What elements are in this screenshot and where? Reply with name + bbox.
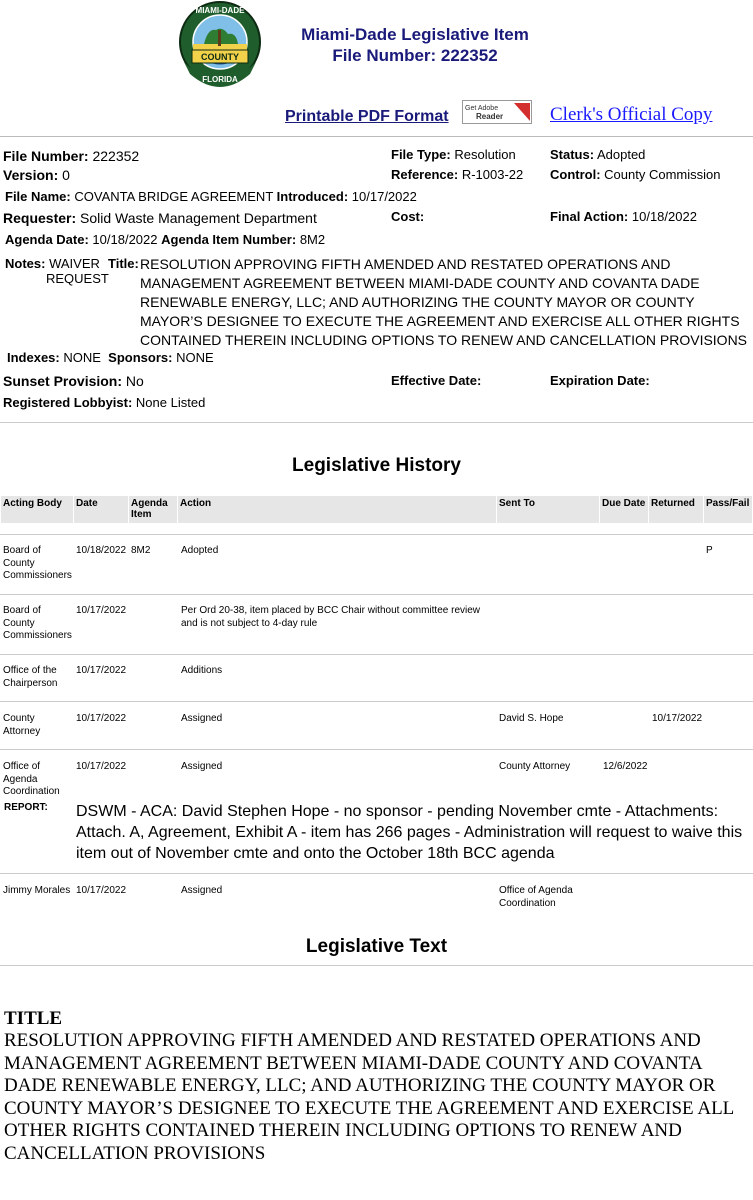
adobe-line-1: Get Adobe (465, 105, 499, 112)
col-sent-to: Sent To (497, 496, 599, 523)
col-acting-body: Acting Body (1, 496, 73, 523)
legislative-text-divider (0, 965, 753, 966)
report-text: DSWM - ACA: David Stephen Hope - no sponsor - pending November cmte - Attachments: Attach. A, Agreement, Exhibit A - item has 266 pages - Administration will request to waive this item out of November cmte and onto the October 18th BCC agenda (76, 803, 743, 862)
cell-sent-to: David S. Hope (499, 713, 564, 724)
status-value: Adopted (596, 147, 646, 162)
file-number-value: 222352 (92, 148, 140, 164)
seal-bottom-text: FLORIDA (202, 75, 238, 84)
col-pass-fail: Pass/Fail (704, 496, 752, 523)
table-row (0, 605, 753, 655)
requester-label: Requester: (3, 210, 77, 226)
file-name-label: File Name: (5, 189, 71, 204)
table-row (0, 885, 753, 915)
file-number-field (3, 148, 139, 164)
row-divider (0, 873, 753, 874)
file-type-value: Resolution (454, 147, 516, 162)
cell-acting-body: County Attorney (3, 713, 41, 737)
col-action: Action (178, 496, 496, 523)
row-divider (0, 654, 753, 655)
file-name-value: COVANTA BRIDGE AGREEMENT (74, 189, 274, 204)
col-due-date: Due Date (600, 496, 648, 523)
item-title: RESOLUTION APPROVING FIFTH AMENDED AND RESTATED OPERATIONS AND MANAGEMENT AGREEMENT BETWEEN MIAMI-DADE COUNTY AND COVANTA DADE RENEWABLE ENERGY, LLC; AND AUTHORIZING THE COUNTY MAYOR OR COUNTY MAYOR’S DESIGNEE TO EXECUTE THE AGREEMENT AND EXERCISE ALL OTHER RIGHTS CONTAINED THEREIN INCLUDING OPTIONS TO RENEW AND CANCELLATION PROVISIONS (140, 256, 748, 348)
requester-field (3, 210, 317, 226)
cell-action: Per Ord 20-38, item placed by BCC Chair without committee review and is not subject to 4-day rule (181, 605, 481, 629)
seal-band-text: COUNTY (201, 52, 239, 62)
final-action-value: 10/18/2022 (631, 209, 697, 224)
cell-pass-fail: P (706, 545, 713, 556)
row-divider (0, 749, 753, 750)
cell-date: 10/17/2022 (76, 761, 127, 772)
file-type-label: File Type: (391, 147, 451, 162)
legislative-text-heading: Legislative Text (305, 936, 448, 957)
title-line-1: Miami-Dade Legislative Item (301, 25, 529, 44)
table-row (0, 545, 753, 595)
sunset-field (3, 373, 144, 389)
cell-date: 10/17/2022 (76, 665, 127, 676)
agenda-item-label: Agenda Item Number: (161, 232, 297, 247)
legislative-history-heading: Legislative History (292, 455, 461, 476)
requester-value: Solid Waste Management Department (80, 210, 317, 226)
control-field (550, 167, 721, 182)
cell-acting-body: Board of County Commissioners (3, 605, 72, 641)
lobbyist-label: Registered Lobbyist: (3, 395, 133, 410)
cell-action: Additions (181, 665, 223, 676)
introduced-label: Introduced: (276, 189, 349, 204)
indexes-label: Indexes: (7, 350, 60, 365)
agenda-date-label: Agenda Date: (5, 232, 89, 247)
sponsors-label: Sponsors: (108, 350, 173, 365)
expiration-date-label: Expiration Date: (550, 373, 650, 388)
printable-pdf-link[interactable]: Printable PDF Format (285, 108, 449, 125)
cell-action: Assigned (181, 761, 223, 772)
file-type-field (391, 147, 516, 162)
cell-agenda-item: 8M2 (131, 545, 151, 556)
sunset-value: No (125, 373, 144, 389)
legislative-text-title-label: TITLE (4, 1008, 63, 1029)
status-field (550, 147, 645, 162)
notes-line-1: WAIVER (49, 256, 100, 271)
adobe-reader-badge[interactable] (462, 100, 532, 124)
version-value: 0 (62, 167, 70, 183)
reference-label: Reference: (391, 167, 459, 182)
cell-acting-body: Board of County Commissioners (3, 545, 72, 581)
cell-date: 10/18/2022 (76, 545, 127, 556)
cell-sent-to: County Attorney (499, 761, 571, 772)
agenda-date-value: 10/18/2022 (92, 232, 158, 247)
col-returned: Returned (649, 496, 703, 523)
report-label: REPORT: (4, 802, 48, 813)
row-divider (0, 594, 753, 595)
file-number-label: File Number: (3, 148, 89, 164)
table-row (0, 665, 753, 701)
cell-returned: 10/17/2022 (652, 713, 703, 724)
effective-date-label: Effective Date: (391, 373, 482, 388)
version-label: Version: (3, 167, 59, 183)
cost-field (391, 209, 424, 224)
cell-date: 10/17/2022 (76, 885, 127, 896)
table-row (0, 713, 753, 749)
cell-action: Assigned (181, 885, 223, 896)
cell-acting-body: Office of Agenda Coordination (3, 761, 60, 797)
reference-value: R-1003-22 (461, 167, 524, 182)
col-date: Date (74, 496, 128, 523)
control-value: County Commission (604, 167, 721, 182)
clerk-official-copy-link[interactable]: Clerk's Official Copy (550, 104, 713, 125)
page-title (270, 24, 560, 66)
title-label: Title: (108, 256, 139, 271)
lobbyist-value: None Listed (135, 395, 206, 410)
introduced-value: 10/17/2022 (351, 189, 417, 204)
adobe-line-2: Reader (476, 112, 504, 121)
legislative-text-body: RESOLUTION APPROVING FIFTH AMENDED AND RESTATED OPERATIONS AND MANAGEMENT AGREEMENT BETWEEN MIAMI-DADE COUNTY AND COVANTA DADE RENEWABLE ENERGY, LLC; AND AUTHORIZING THE COUNTY MAYOR OR COUNTY MAYOR’S DESIGNEE TO EXECUTE THE AGREEMENT AND EXERCISE ALL OTHER RIGHTS CONTAINED THEREIN INCLUDING OPTIONS TO RENEW AND CANCELLATION PROVISIONS (4, 1030, 734, 1164)
row-divider (0, 701, 753, 702)
cell-action: Adopted (181, 545, 219, 556)
cell-sent-to: Office of Agenda Coordination (499, 885, 573, 909)
county-seal-logo (178, 0, 262, 96)
version-field (3, 167, 70, 183)
cell-acting-body: Jimmy Morales (3, 885, 71, 896)
cell-acting-body: Office of the Chairperson (3, 665, 58, 689)
file-name-field (5, 189, 417, 204)
agenda-date-field (5, 232, 325, 247)
cell-date: 10/17/2022 (76, 713, 127, 724)
cost-label: Cost: (391, 209, 425, 224)
cell-date: 10/17/2022 (76, 605, 127, 616)
notes-line-2: REQUEST (46, 271, 109, 286)
row-divider (0, 534, 753, 535)
final-action-label: Final Action: (550, 209, 629, 224)
table-row (0, 761, 753, 801)
cell-due-date: 12/6/2022 (603, 761, 648, 772)
status-label: Status: (550, 147, 595, 162)
sponsors-value: NONE (176, 350, 214, 365)
lobbyist-field (3, 395, 205, 410)
seal-top-text: MIAMI-DADE (195, 6, 245, 15)
header-divider (0, 136, 753, 137)
summary-divider (0, 422, 753, 423)
sunset-label: Sunset Provision: (3, 373, 123, 389)
notes-label: Notes: (5, 256, 46, 271)
col-agenda-item: Agenda Item (129, 496, 177, 523)
control-label: Control: (550, 167, 601, 182)
title-line-2: File Number: 222352 (332, 46, 498, 65)
agenda-item-value: 8M2 (299, 232, 326, 247)
reference-field (391, 167, 523, 182)
cell-action: Assigned (181, 713, 223, 724)
indexes-sponsors-field (7, 350, 214, 365)
notes-field (5, 256, 100, 271)
indexes-value: NONE (63, 350, 101, 365)
final-action-field (550, 209, 697, 224)
